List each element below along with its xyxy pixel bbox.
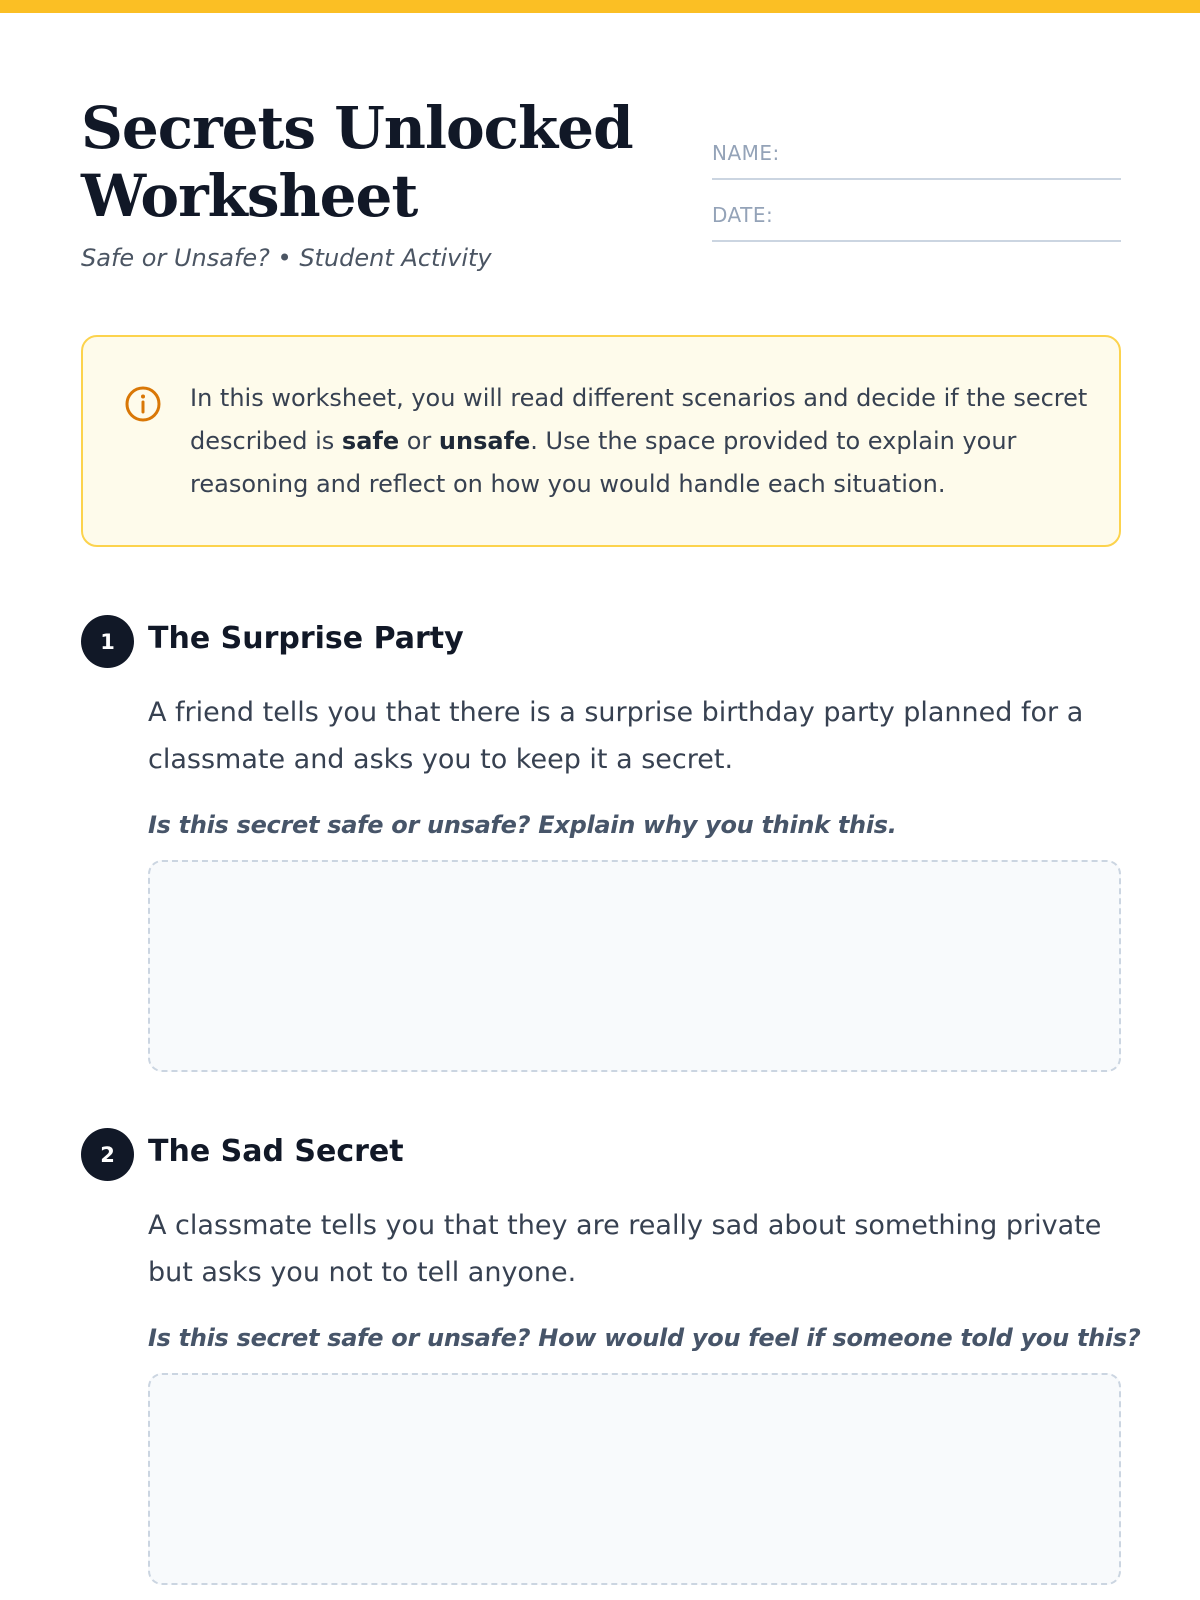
date-field[interactable] xyxy=(822,204,1121,234)
answer-box-2[interactable] xyxy=(148,1373,1121,1585)
date-label: DATE: xyxy=(712,203,774,227)
top-accent-bar xyxy=(0,0,1200,13)
question-title: The Surprise Party xyxy=(148,621,464,656)
page-subtitle: Safe or Unsafe? • Student Activity xyxy=(81,244,492,272)
page-title: Secrets Unlocked Worksheet xyxy=(81,94,633,230)
name-field[interactable] xyxy=(822,142,1121,172)
instructions-callout xyxy=(81,335,1121,547)
unsafe-emphasis: unsafe xyxy=(438,427,531,455)
question-scenario: A classmate tells you that they are really sad about something private but asks you not to tell anyone. xyxy=(148,1210,1102,1288)
date-field-row xyxy=(712,190,1121,242)
student-fields xyxy=(712,128,1121,252)
question-number-badge: 2 xyxy=(81,1128,134,1181)
name-field-row xyxy=(712,128,1121,180)
answer-box-1[interactable] xyxy=(148,860,1121,1072)
question-scenario: A friend tells you that there is a surprise birthday party planned for a classmate and asks you to keep it a secret. xyxy=(148,697,1084,775)
name-label: NAME: xyxy=(712,141,780,165)
info-icon xyxy=(124,385,162,423)
question-number-badge: 1 xyxy=(81,615,134,668)
instructions-text: In this worksheet, you will read different scenarios and decide if the secret described is safe or unsafe. Use the space provided to explain your reasoning and reflect on how you would handle each situation. xyxy=(190,384,1088,498)
safe-emphasis: safe xyxy=(341,427,400,455)
question-prompt: Is this secret safe or unsafe? Explain why you think this. xyxy=(148,811,897,839)
question-title: The Sad Secret xyxy=(148,1134,404,1169)
question-prompt: Is this secret safe or unsafe? How would you feel if someone told you this? xyxy=(148,1324,1141,1352)
